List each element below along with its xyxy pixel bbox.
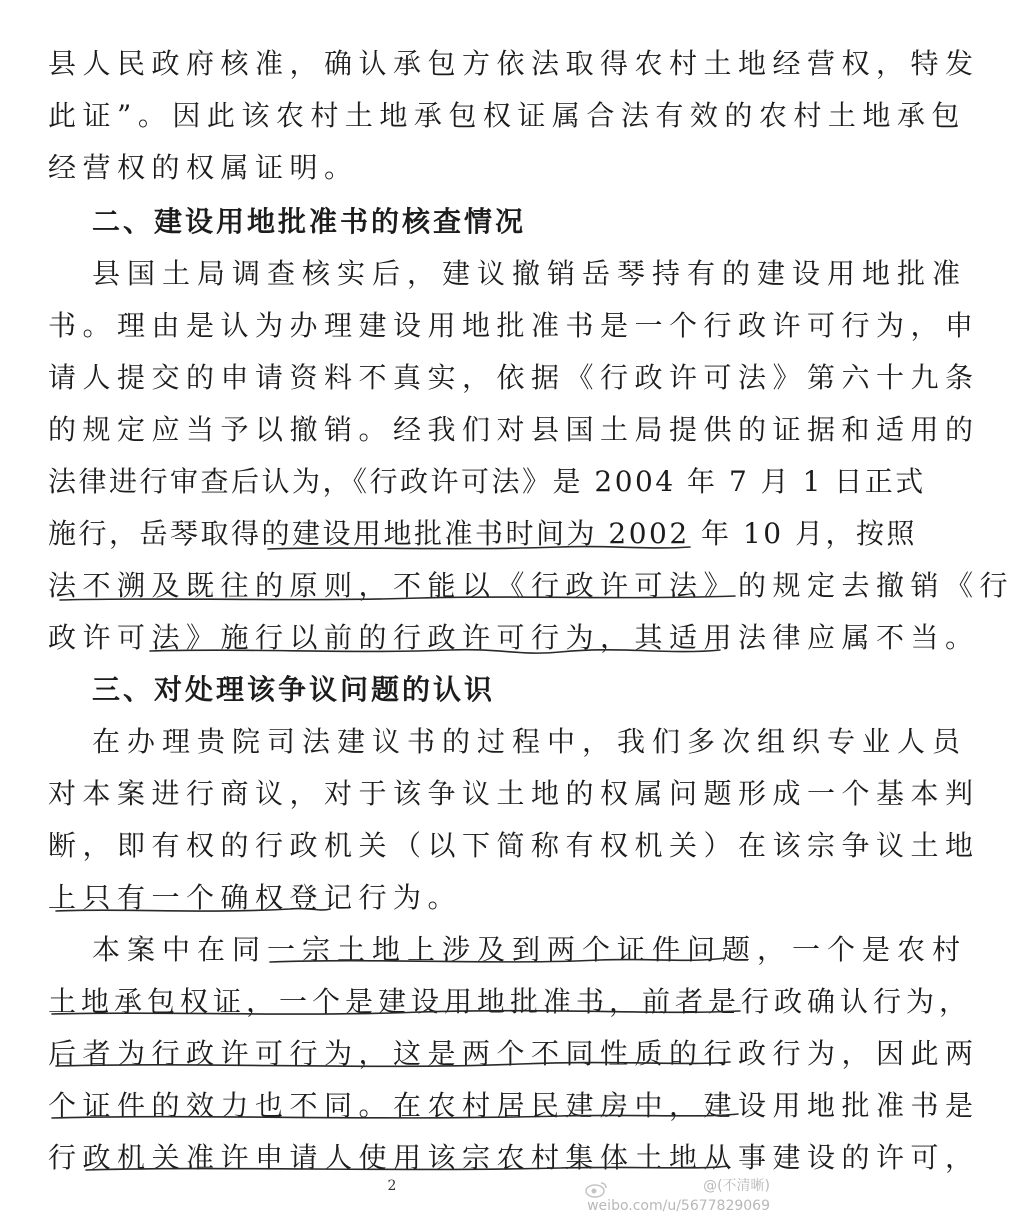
underline-mark <box>52 1114 738 1118</box>
body-line: 此证”。因此该农村土地承包权证属合法有效的农村土地承包 <box>48 99 966 132</box>
underline-mark <box>52 1011 740 1014</box>
body-line: 行政机关准许申请人使用该宗农村集体土地从事建设的许可， <box>48 1141 980 1174</box>
body-line: 在办理贵院司法建议书的过程中，我们多次组织专业人员 <box>92 725 968 758</box>
section-heading-3: 三、对处理该争议问题的认识 <box>92 673 496 706</box>
body-line: 上只有一个确权登记行为。 <box>48 881 463 914</box>
body-line: 政许可法》施行以前的行政许可行为，其适用法律应属不当。 <box>48 621 980 654</box>
body-line: 县人民政府核准，确认承包方依法取得农村土地经营权，特发 <box>48 47 980 80</box>
body-line: 的规定应当予以撤销。经我们对县国土局提供的证据和适用的 <box>48 413 980 446</box>
body-line: 法不溯及既往的原则，不能以《行政许可法》的规定去撤销《行 <box>48 569 1014 602</box>
body-line: 断，即有权的行政机关（以下简称有权机关）在该宗争议土地 <box>48 829 980 862</box>
body-line: 施行，岳琴取得的建设用地批准书时间为 2002 年 10 月，按照 <box>48 517 917 550</box>
weibo-watermark <box>560 1176 770 1216</box>
underline-mark <box>86 1166 728 1170</box>
watermark-url: weibo.com/u/5677829069 <box>587 1198 770 1214</box>
body-line: 法律进行审查后认为，《行政许可法》是 2004 年 7 月 1 日正式 <box>48 465 926 498</box>
underline-mark <box>268 547 690 549</box>
body-line: 个证件的效力也不同。在农村居民建房中，建设用地批准书是 <box>48 1089 980 1122</box>
underline-mark <box>60 596 735 600</box>
body-line: 对本案进行商议，对于该争议土地的权属问题形成一个基本判 <box>48 777 980 810</box>
body-line: 请人提交的申请资料不真实，依据《行政许可法》第六十九条 <box>48 361 980 394</box>
section-heading-2: 二、建设用地批准书的核查情况 <box>92 205 527 238</box>
body-line: 书。理由是认为办理建设用地批准书是一个行政许可行为，申 <box>48 309 980 342</box>
body-line: 经营权的权属证明。 <box>48 151 359 184</box>
underline-mark <box>270 958 725 962</box>
body-line: 县国土局调查核实后，建议撤销岳琴持有的建设用地批准 <box>92 257 968 290</box>
body-line: 本案中在同一宗土地上涉及到两个证件问题，一个是农村 <box>92 933 968 966</box>
watermark-handle: @(不清晰) <box>703 1178 770 1194</box>
underline-mark <box>150 650 720 653</box>
underline-mark <box>56 1062 730 1066</box>
underline-mark <box>56 909 330 912</box>
page-number: 2 <box>387 1178 397 1194</box>
body-line: 后者为行政许可行为，这是两个不同性质的行政行为，因此两 <box>48 1037 980 1070</box>
body-line: 土地承包权证，一个是建设用地批准书，前者是行政确认行为， <box>48 985 973 1018</box>
